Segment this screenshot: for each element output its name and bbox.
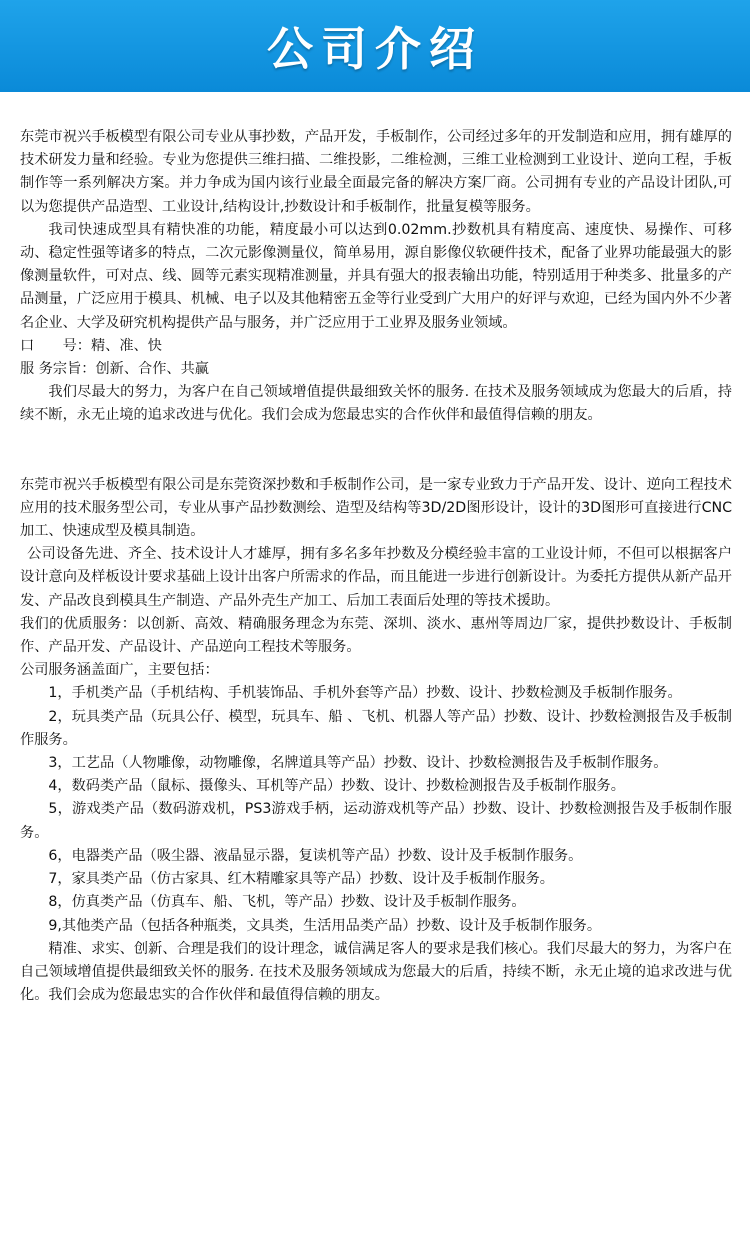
service-item: 2，玩具类产品（玩具公仔、模型，玩具车、船 、飞机、机器人等产品）抄数、设计、抄数检测报告及手板制作服务。: [20, 708, 732, 748]
details-paragraph-1: 东莞市祝兴手板模型有限公司是东莞资深抄数和手板制作公司，是一家专业致力于产品开发、设计、逆向工程技术应用的技术服务型公司，专业从事产品抄数测绘、造型及结构等3D/2D图形设计，设计的3D图形可直接进行CNC加工、快速成型及模具制造。: [20, 476, 732, 540]
service-item: 1，手机类产品（手机结构、手机装饰品、手机外套等产品）抄数、设计、抄数检测及手板制作服务。: [48, 685, 682, 702]
services-intro: 公司服务涵盖面广，主要包括：: [20, 662, 219, 679]
service-tenet-line: 服 务宗旨：创新、合作、共赢: [20, 361, 209, 378]
section-spacer: [20, 428, 732, 451]
details-paragraph-2: 公司设备先进、齐全、技术设计人才雄厚，拥有多名多年抄数及分模经验丰富的工业设计师，不但可以根据客户设计意向及样板设计要求基础上设计出客户所需求的作品，而且能进一步进行创新设计。为委托方提供从新产品开发、产品改良到模具生产制造、产品外壳生产加工、后加工表面后处理的等技术援助。: [20, 546, 732, 609]
section-spacer: [20, 451, 732, 474]
service-item: 7，家具类产品（仿古家具、红木精雕家具等产品）抄数、设计及手板制作服务。: [48, 871, 554, 888]
page-title: 公司介绍: [267, 22, 483, 76]
title-banner: [0, 0, 750, 92]
service-item: 5，游戏类产品（数码游戏机，PS3游戏手柄，运动游戏机等产品）抄数、设计、抄数检测报告及手板制作服务。: [20, 801, 732, 841]
details-paragraph-3: 我们的优质服务：以创新、高效、精确服务理念为东莞、深圳、淡水、惠州等周边厂家，提供抄数设计、手板制作、产品开发、产品设计、产品逆向工程技术等服务。: [20, 615, 732, 656]
slogan-line: 口 号：精、准、快: [20, 337, 162, 354]
closing-paragraph: 精准、求实、创新、合理是我们的设计理念，诚信满足客人的要求是我们核心。我们尽最大的努力，为客户在自己领域增值提供最细致关怀的服务. 在技术及服务领域成为您最大的后盾，持续不断，永无止境的追求改进与优化。我们会成为您最忠实的合作伙伴和最值得信赖的朋友。: [20, 940, 732, 1004]
intro-paragraph-1: 东莞市祝兴手板模型有限公司专业从事抄数，产品开发，手板制作，公司经过多年的开发制造和应用，拥有雄厚的技术研发力量和经验。专业为您提供三维扫描、二维投影，二维检测，三维工业检测到工业设计、逆向工程，手板制作等一系列解决方案。并力争成为国内该行业最全面最完备的解决方案厂商。公司拥有专业的产品设计团队,可以为您提供产品造型、工业设计,结构设计,抄数设计和手板制作，批量复模等服务。: [20, 129, 732, 215]
intro-paragraph-3: 我们尽最大的努力，为客户在自己领域增值提供最细致关怀的服务. 在技术及服务领域成为您最大的后盾，持续不断，永无止境的追求改进与优化。我们会成为您最忠实的合作伙伴和最值得信赖的朋友。: [20, 384, 732, 424]
service-item: 6，电器类产品（吸尘器、液晶显示器，复读机等产品）抄数、设计及手板制作服务。: [48, 847, 583, 864]
intro-paragraph-2: 我司快速成型具有精快准的功能，精度最小可以达到0.02mm.抄数机具有精度高、速度快、易操作、可移动、稳定性强等诸多的特点，二次元影像测量仪，简单易用，源自影像仪软硬件技术，配备了业界功能最强大的影像测量软件，可对点、线、圆等元素实现精准测量，并具有强大的报表输出功能，特别适用于种类多、批量多的产品测量，广泛应用于模具、机械、电子以及其他精密五金等行业受到广大用户的好评与欢迎，已经为国内外不少著名企业、大学及研究机构提供产品与服务，并广泛应用于工业界及服务业领域。: [20, 221, 732, 331]
service-item: 9,其他类产品（包括各种瓶类，文具类，生活用品类产品）抄数、设计及手板制作服务。: [48, 917, 602, 934]
service-item: 4，数码类产品（鼠标、摄像头、耳机等产品）抄数、设计、抄数检测报告及手板制作服务。: [48, 778, 625, 795]
services-list: [20, 682, 732, 937]
service-item: 8，仿真类产品（仿真车、船、飞机，等产品）抄数、设计及手板制作服务。: [48, 894, 526, 911]
article-body: [20, 126, 732, 1007]
service-item: 3，工艺品（人物雕像，动物雕像，名牌道具等产品）抄数、设计、抄数检测报告及手板制作服务。: [48, 755, 668, 772]
